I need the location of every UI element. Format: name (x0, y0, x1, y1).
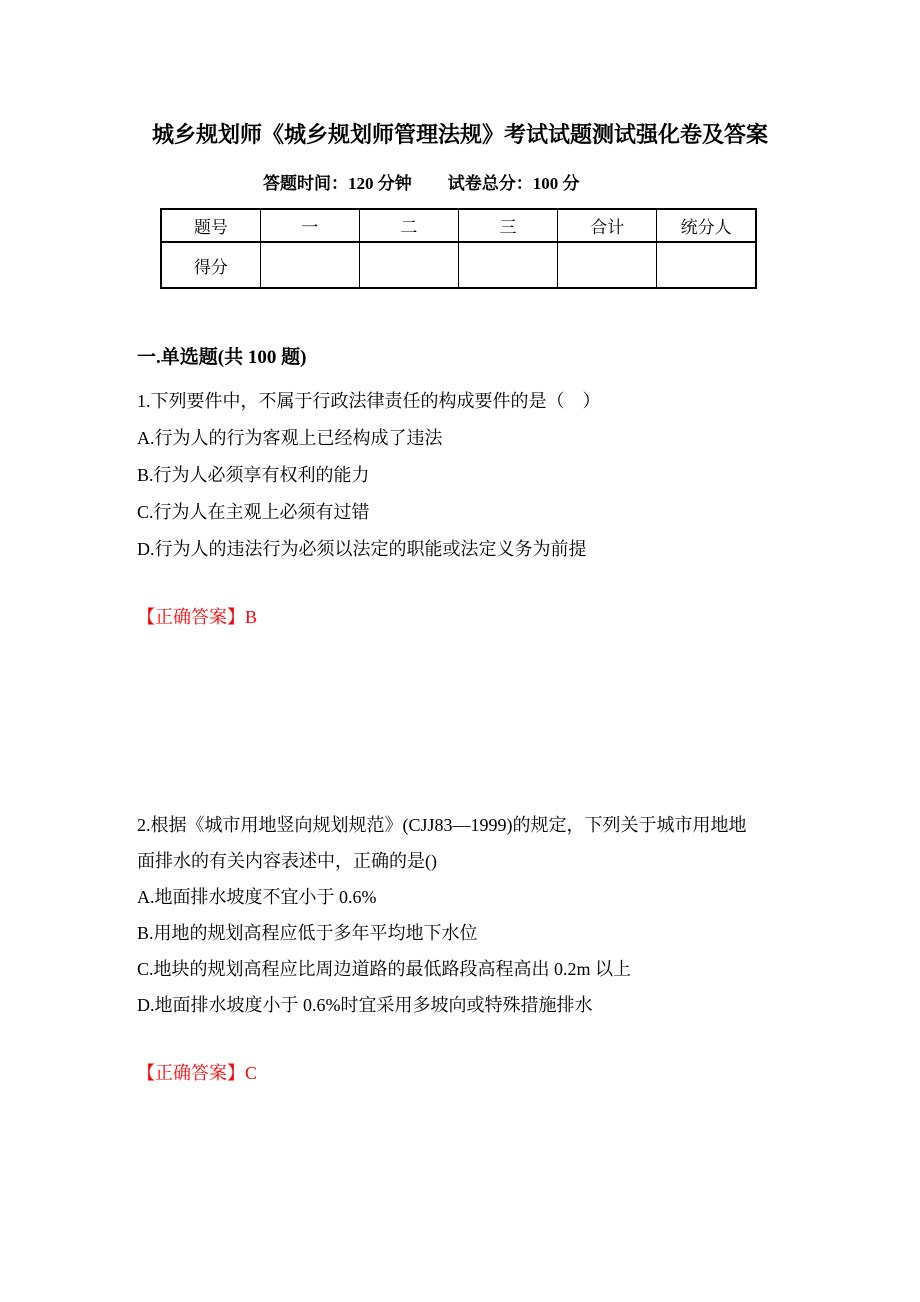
score-table-header-cell: 题号 (161, 209, 260, 242)
question-stem: 1.下列要件中，不属于行政法律责任的构成要件的是（ ） (137, 391, 601, 411)
total-score-label: 试卷总分：100 分 (447, 174, 580, 193)
option-b: B.行为人必须享有权利的能力 (137, 465, 370, 485)
score-row-label: 得分 (161, 242, 260, 288)
score-cell (260, 242, 359, 288)
score-table-header-cell: 一 (260, 209, 359, 242)
score-table-header-cell: 合计 (558, 209, 657, 242)
exam-meta (263, 173, 580, 195)
page-title: 城乡规划师《城乡规划师管理法规》考试试题测试强化卷及答案 (151, 122, 768, 147)
score-cell (458, 242, 557, 288)
question-1 (137, 383, 797, 568)
correct-answer-label: 【正确答案】 (137, 607, 245, 627)
question-stem-continued: 面排水的有关内容表述中，正确的是() (137, 851, 437, 871)
correct-answer-label: 【正确答案】 (137, 1063, 245, 1083)
question-stem: 2.根据《城市用地竖向规划规范》(CJJ83—1999)的规定，下列关于城市用地地 (137, 815, 747, 835)
score-table-header-cell: 统分人 (657, 209, 756, 242)
correct-answer-letter: C (245, 1063, 258, 1083)
correct-answer-2 (137, 1055, 257, 1091)
question-2 (137, 807, 797, 1023)
score-cell (359, 242, 458, 288)
option-c: C.地块的规划高程应比周边道路的最低路段高程高出 0.2m 以上 (137, 959, 632, 979)
score-cell (558, 242, 657, 288)
score-table-header-cell: 二 (359, 209, 458, 242)
option-a: A.地面排水坡度不宜小于 0.6% (137, 887, 377, 907)
score-table-header-row (161, 209, 756, 242)
option-d: D.行为人的违法行为必须以法定的职能或法定义务为前提 (137, 539, 587, 559)
answer-time-label: 答题时间：120 分钟 (263, 174, 412, 193)
option-b: B.用地的规划高程应低于多年平均地下水位 (137, 923, 478, 943)
score-table (160, 208, 757, 289)
option-c: C.行为人在主观上必须有过错 (137, 502, 370, 522)
score-cell (657, 242, 756, 288)
option-a: A.行为人的行为客观上已经构成了违法 (137, 428, 443, 448)
score-table-score-row (161, 242, 756, 288)
section-heading: 一.单选题(共 100 题) (137, 347, 307, 368)
option-d: D.地面排水坡度小于 0.6%时宜采用多坡向或特殊措施排水 (137, 995, 593, 1015)
score-table-header-cell: 三 (458, 209, 557, 242)
correct-answer-letter: B (245, 607, 258, 627)
correct-answer-1 (137, 599, 257, 636)
